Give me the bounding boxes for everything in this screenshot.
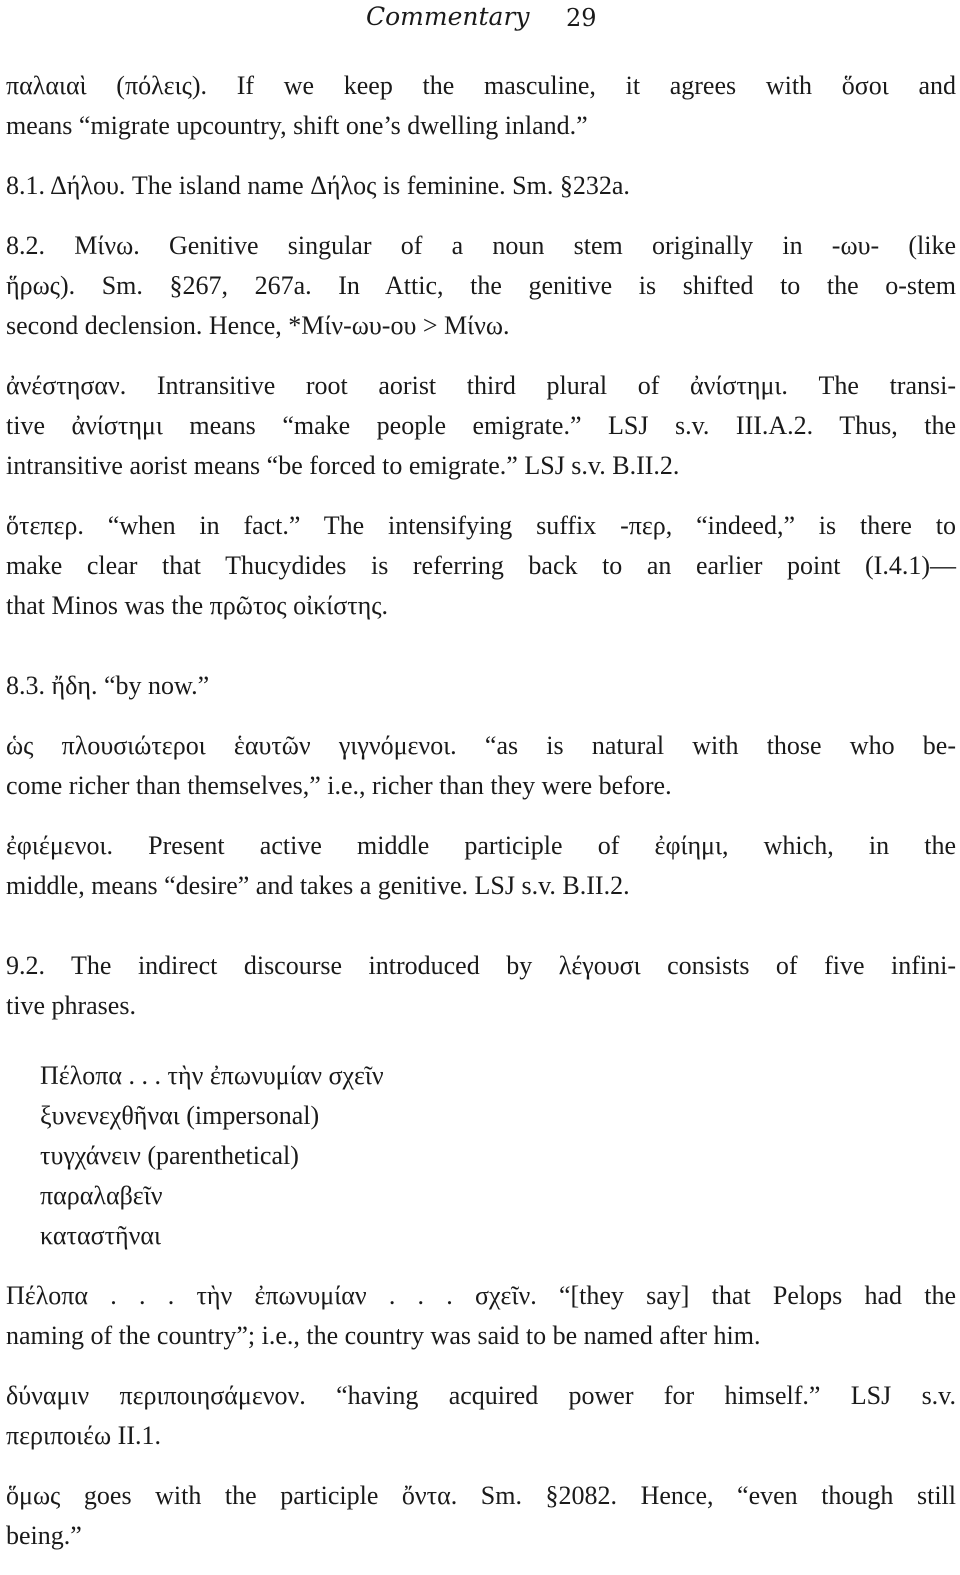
- text-line: tive ἀνίστημι means “make people emigrate.” LSJ s.v. III.A.2. Thus, the: [6, 411, 956, 440]
- list-item: τυγχάνειν (parenthetical): [40, 1141, 299, 1170]
- text-line: 8.2. Μίνω. Genitive singular of a noun stem originally in -ωυ- (like: [6, 231, 956, 260]
- text-line: παλαιαὶ (πόλεις). If we keep the masculine, it agrees with ὅσοι and: [6, 71, 956, 100]
- text-line: come richer than themselves,” i.e., richer than they were before.: [6, 771, 672, 800]
- text-line: intransitive aorist means “be forced to emigrate.” LSJ s.v. B.II.2.: [6, 451, 680, 480]
- text-line: 8.3. ἤδη. “by now.”: [6, 671, 210, 700]
- text-line: being.”: [6, 1521, 82, 1550]
- text-line: δύναμιν περιποιησάμενον. “having acquired power for himself.” LSJ s.v.: [6, 1381, 956, 1410]
- paragraph-homos: [6, 1476, 956, 1556]
- paragraph-hos-plousioteroi: [6, 726, 956, 806]
- page-header: [0, 0, 960, 38]
- text-line: means “migrate upcountry, shift one’s dwelling inland.”: [6, 111, 588, 140]
- text-line: make clear that Thucydides is referring back to an earlier point (I.4.1)—: [6, 551, 956, 580]
- paragraph-hoteper: [6, 506, 956, 626]
- list-item: παραλαβεῖν: [40, 1181, 163, 1210]
- paragraph-8-3: [6, 666, 956, 706]
- text-line: that Minos was the πρῶτος οἰκίστης.: [6, 591, 389, 620]
- paragraph-8-1: [6, 166, 956, 206]
- infinitive-phrase-list: [40, 1056, 956, 1256]
- text-line: second declension. Hence, *Μίν-ωυ-ου > Μίνω.: [6, 311, 510, 340]
- list-item: ξυνενεχθῆναι (impersonal): [40, 1101, 320, 1130]
- text-line: naming of the country”; i.e., the country was said to be named after him.: [6, 1321, 761, 1350]
- paragraph-anestesan: [6, 366, 956, 486]
- paragraph-8-2: [6, 226, 956, 346]
- list-item: καταστῆναι: [40, 1221, 161, 1250]
- paragraph-9-2: [6, 946, 956, 1026]
- text-line: ὅτεπερ. “when in fact.” The intensifying suffix -περ, “indeed,” is there to: [6, 511, 956, 540]
- text-line: περιποιέω II.1.: [6, 1421, 161, 1450]
- text-line: ἐφιέμενοι. Present active middle participle of ἐφίημι, which, in the: [6, 831, 956, 860]
- page-number: 29: [566, 4, 597, 32]
- text-line: tive phrases.: [6, 991, 136, 1020]
- text-line: 8.1. Δήλου. The island name Δήλος is feminine. Sm. §232a.: [6, 171, 630, 200]
- commentary-body: [6, 66, 956, 1556]
- list-item: Πέλοπα . . . τὴν ἐπωνυμίαν σχεῖν: [40, 1061, 384, 1090]
- running-head: Commentary: [366, 2, 530, 31]
- paragraph-dynamin: [6, 1376, 956, 1456]
- text-line: ὡς πλουσιώτεροι ἑαυτῶν γιγνόμενοι. “as is natural with those who be-: [6, 731, 956, 760]
- text-line: ἥρως). Sm. §267, 267a. In Attic, the genitive is shifted to the o-stem: [6, 271, 956, 300]
- text-line: ὅμως goes with the participle ὄντα. Sm. §2082. Hence, “even though still: [6, 1481, 956, 1510]
- paragraph-palaiai: [6, 66, 956, 146]
- text-line: 9.2. The indirect discourse introduced by λέγουσι consists of five infini-: [6, 951, 956, 980]
- paragraph-pelopa: [6, 1276, 956, 1356]
- paragraph-ephiemenoi: [6, 826, 956, 906]
- text-line: Πέλοπα . . . τὴν ἐπωνυμίαν . . . σχεῖν. “[they say] that Pelops had the: [6, 1281, 956, 1310]
- text-line: ἀνέστησαν. Intransitive root aorist third plural of ἀνίστημι. The transi-: [6, 371, 956, 400]
- text-line: middle, means “desire” and takes a genitive. LSJ s.v. B.II.2.: [6, 871, 630, 900]
